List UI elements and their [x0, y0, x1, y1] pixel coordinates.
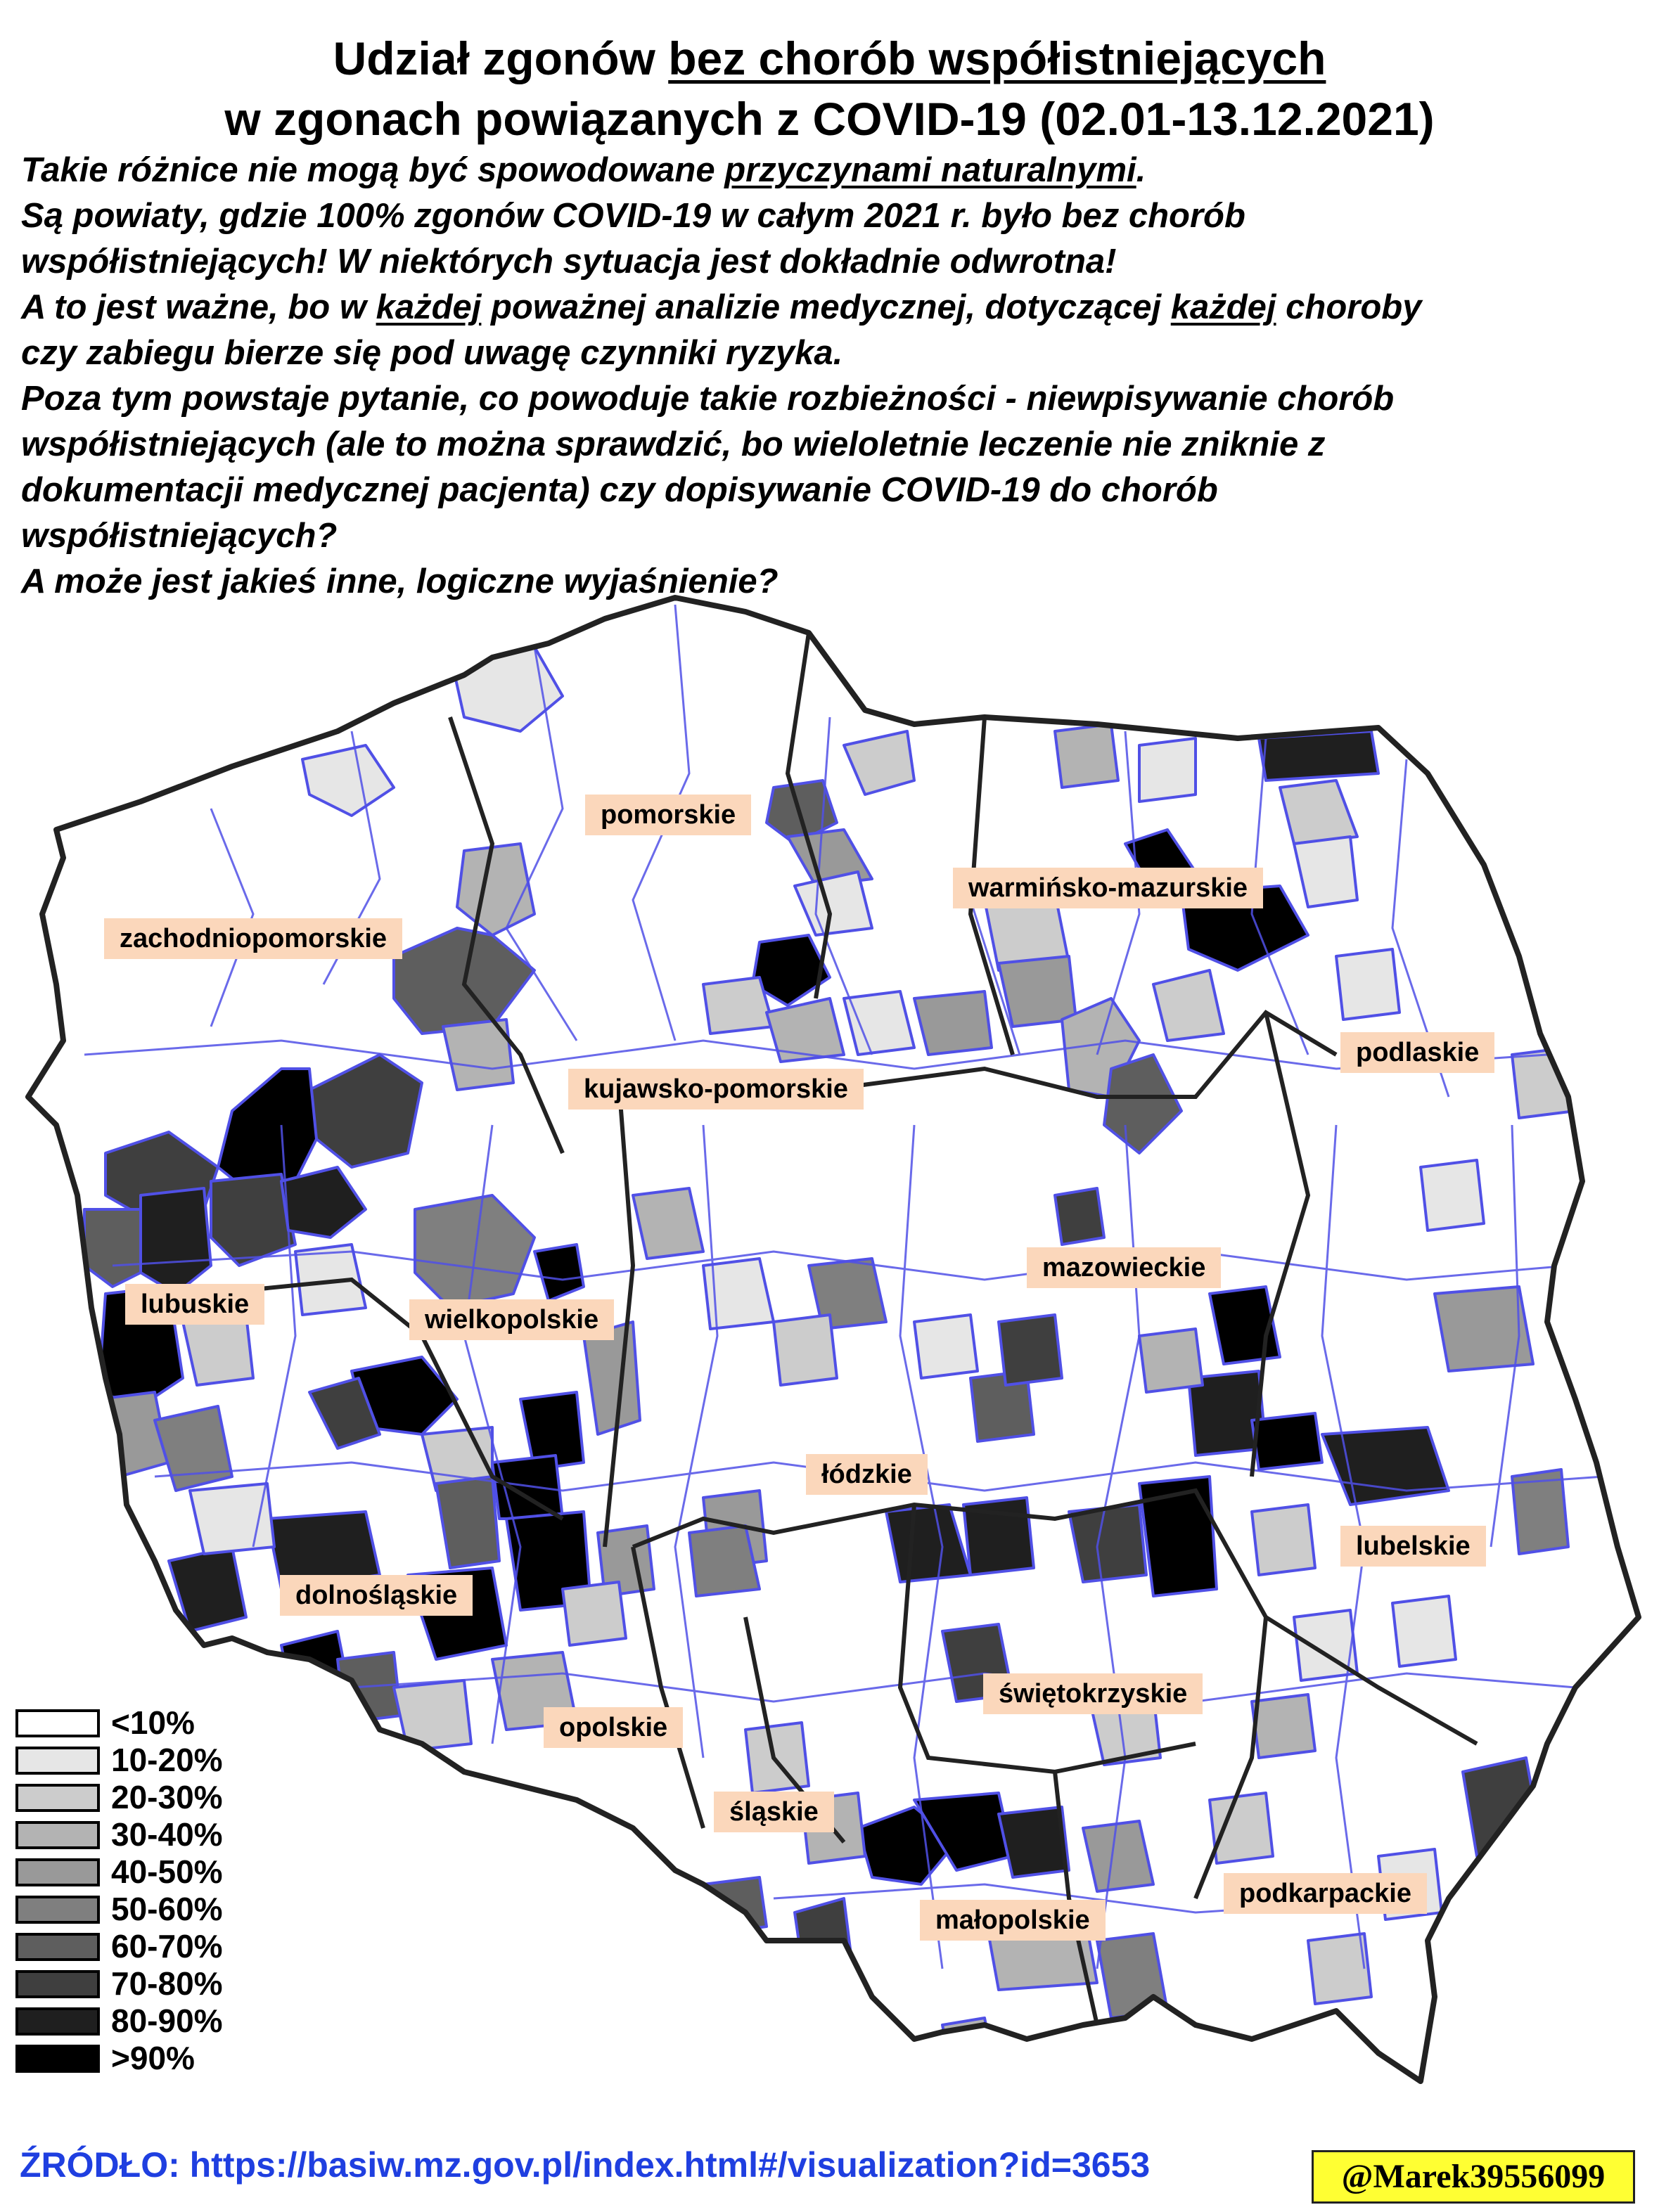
legend-label: 40-50% — [111, 1853, 223, 1890]
text-fragment: A to jest ważne, bo w — [21, 288, 376, 326]
legend-swatch — [15, 1933, 100, 1961]
county-shape — [1392, 1596, 1456, 1666]
county-shape — [1512, 1048, 1575, 1118]
legend-swatch — [15, 2045, 100, 2073]
county-shape — [689, 1526, 760, 1596]
region-label-kujawsko-pomorskie: kujawsko-pomorskie — [568, 1069, 864, 1110]
legend-item — [15, 2002, 223, 2040]
legend-swatch — [15, 1970, 100, 1998]
county-shape — [1083, 1821, 1153, 1891]
county-shape — [190, 1484, 274, 1554]
legend-item — [15, 1742, 223, 1779]
legend-item — [15, 1853, 223, 1891]
text-line-3: współistniejących! W niektórych sytuacja jest dokładnie odwrotna! — [21, 243, 1117, 281]
region-label-mazowieckie: mazowieckie — [1027, 1247, 1221, 1288]
text-fragment: poważnej analizie medycznej, dotyczącej — [481, 288, 1171, 326]
region-label-swietokrzyskie: świętokrzyskie — [983, 1673, 1203, 1714]
county-shape — [1252, 1695, 1315, 1758]
county-shape — [999, 956, 1076, 1027]
legend-item — [15, 1704, 223, 1742]
legend-label: 30-40% — [111, 1816, 223, 1853]
county-shape — [1336, 949, 1399, 1020]
county-shape — [1259, 731, 1378, 780]
region-label-lubuskie: lubuskie — [125, 1284, 264, 1325]
county-shape — [1252, 1413, 1322, 1470]
county-shape — [1055, 1188, 1104, 1245]
legend-swatch — [15, 1747, 100, 1775]
county-shape — [774, 1315, 837, 1385]
county-shape — [1069, 1505, 1146, 1582]
region-label-podlaskie: podlaskie — [1340, 1032, 1494, 1073]
text-underlined: każdej — [1170, 288, 1276, 326]
county-shape — [1153, 970, 1224, 1041]
legend-label: <10% — [111, 1704, 195, 1741]
legend-item — [15, 2040, 223, 2077]
region-label-zachodniopomorskie: zachodniopomorskie — [104, 918, 402, 959]
legend-label: 60-70% — [111, 1928, 223, 1965]
legend-label: 20-30% — [111, 1779, 223, 1815]
legend-item — [15, 1965, 223, 2002]
legend-item — [15, 1891, 223, 1928]
county-shape — [1421, 1160, 1484, 1230]
county-shape — [745, 1723, 809, 1793]
legend-item — [15, 1816, 223, 1853]
region-label-warminsko-mazurskie: warmińsko-mazurskie — [953, 868, 1263, 908]
legend-label: >90% — [111, 2040, 195, 2076]
region-label-podkarpackie: podkarpackie — [1224, 1873, 1427, 1914]
legend-label: 80-90% — [111, 2002, 223, 2039]
county-shape — [1139, 1329, 1203, 1392]
region-label-slaskie: śląskie — [714, 1792, 834, 1832]
text-line-2: Są powiaty, gdzie 100% zgonów COVID-19 w całym 2021 r. było bez chorób — [21, 197, 1245, 235]
text-line-6: Poza tym powstaje pytanie, co powoduje takie rozbieżności - niewpisywanie chorób — [21, 380, 1395, 418]
title-line-2: w zgonach powiązanych z COVID-19 (02.01-13.12.2021) — [224, 93, 1435, 145]
text-underlined: każdej — [376, 288, 482, 326]
county-shape — [844, 991, 914, 1055]
text-fragment: . — [1136, 151, 1146, 189]
legend-swatch — [15, 1709, 100, 1737]
county-shape — [633, 1188, 703, 1259]
legend-swatch — [15, 2007, 100, 2036]
region-label-lubelskie: lubelskie — [1340, 1526, 1486, 1567]
text-underlined: przyczynami naturalnymi — [724, 151, 1136, 189]
text-line-8: dokumentacji medycznej pacjenta) czy dopisywanie COVID-19 do chorób — [21, 471, 1218, 509]
author-handle: @Marek39556099 — [1312, 2150, 1635, 2204]
region-label-pomorskie: pomorskie — [585, 795, 751, 835]
legend-item — [15, 1779, 223, 1816]
legend-swatch — [15, 1784, 100, 1812]
title-underlined: bez chorób współistniejących — [668, 32, 1326, 84]
text-line-7: współistniejących (ale to można sprawdzić, bo wieloletnie leczenie nie zniknie z — [21, 425, 1326, 463]
region-label-malopolskie: małopolskie — [920, 1900, 1106, 1941]
county-shape — [492, 1455, 563, 1519]
source-link[interactable]: ŹRÓDŁO: https://basiw.mz.gov.pl/index.html#/visualization?id=3653 — [20, 2145, 1151, 2185]
region-label-dolnoslaskie: dolnośląskie — [280, 1575, 473, 1616]
text-fragment: choroby — [1276, 288, 1422, 326]
region-label-wielkopolskie: wielkopolskie — [409, 1299, 614, 1340]
text-line-5: czy zabiegu bierze się pod uwagę czynniki ryzyka. — [21, 334, 843, 372]
county-shape — [1139, 738, 1196, 802]
text-fragment: Takie różnice nie mogą być spowodowane — [21, 151, 725, 189]
county-shape — [183, 1315, 253, 1385]
region-label-lodzkie: łódzkie — [806, 1454, 928, 1495]
text-line-9: współistniejących? — [21, 517, 338, 555]
title-prefix: Udział zgonów — [333, 32, 669, 84]
county-shape — [1252, 1505, 1315, 1575]
county-shape — [703, 977, 774, 1034]
legend-label: 70-80% — [111, 1965, 223, 2002]
region-label-opolskie: opolskie — [544, 1707, 683, 1748]
county-shape — [1210, 1793, 1273, 1863]
county-shape — [914, 1315, 978, 1378]
legend-label: 10-20% — [111, 1742, 223, 1778]
legend-swatch — [15, 1896, 100, 1924]
legend-label: 50-60% — [111, 1891, 223, 1927]
county-shape — [999, 1315, 1062, 1385]
map-legend — [15, 1704, 223, 2077]
county-shape — [914, 991, 992, 1055]
county-shape — [1055, 724, 1118, 787]
text-line-10: A może jest jakieś inne, logiczne wyjaśnienie? — [21, 562, 779, 600]
county-shape — [1463, 1758, 1540, 1856]
county-shape — [1097, 1934, 1167, 2018]
legend-item — [15, 1928, 223, 1965]
legend-swatch — [15, 1858, 100, 1886]
county-shape — [563, 1582, 626, 1645]
legend-swatch — [15, 1821, 100, 1849]
